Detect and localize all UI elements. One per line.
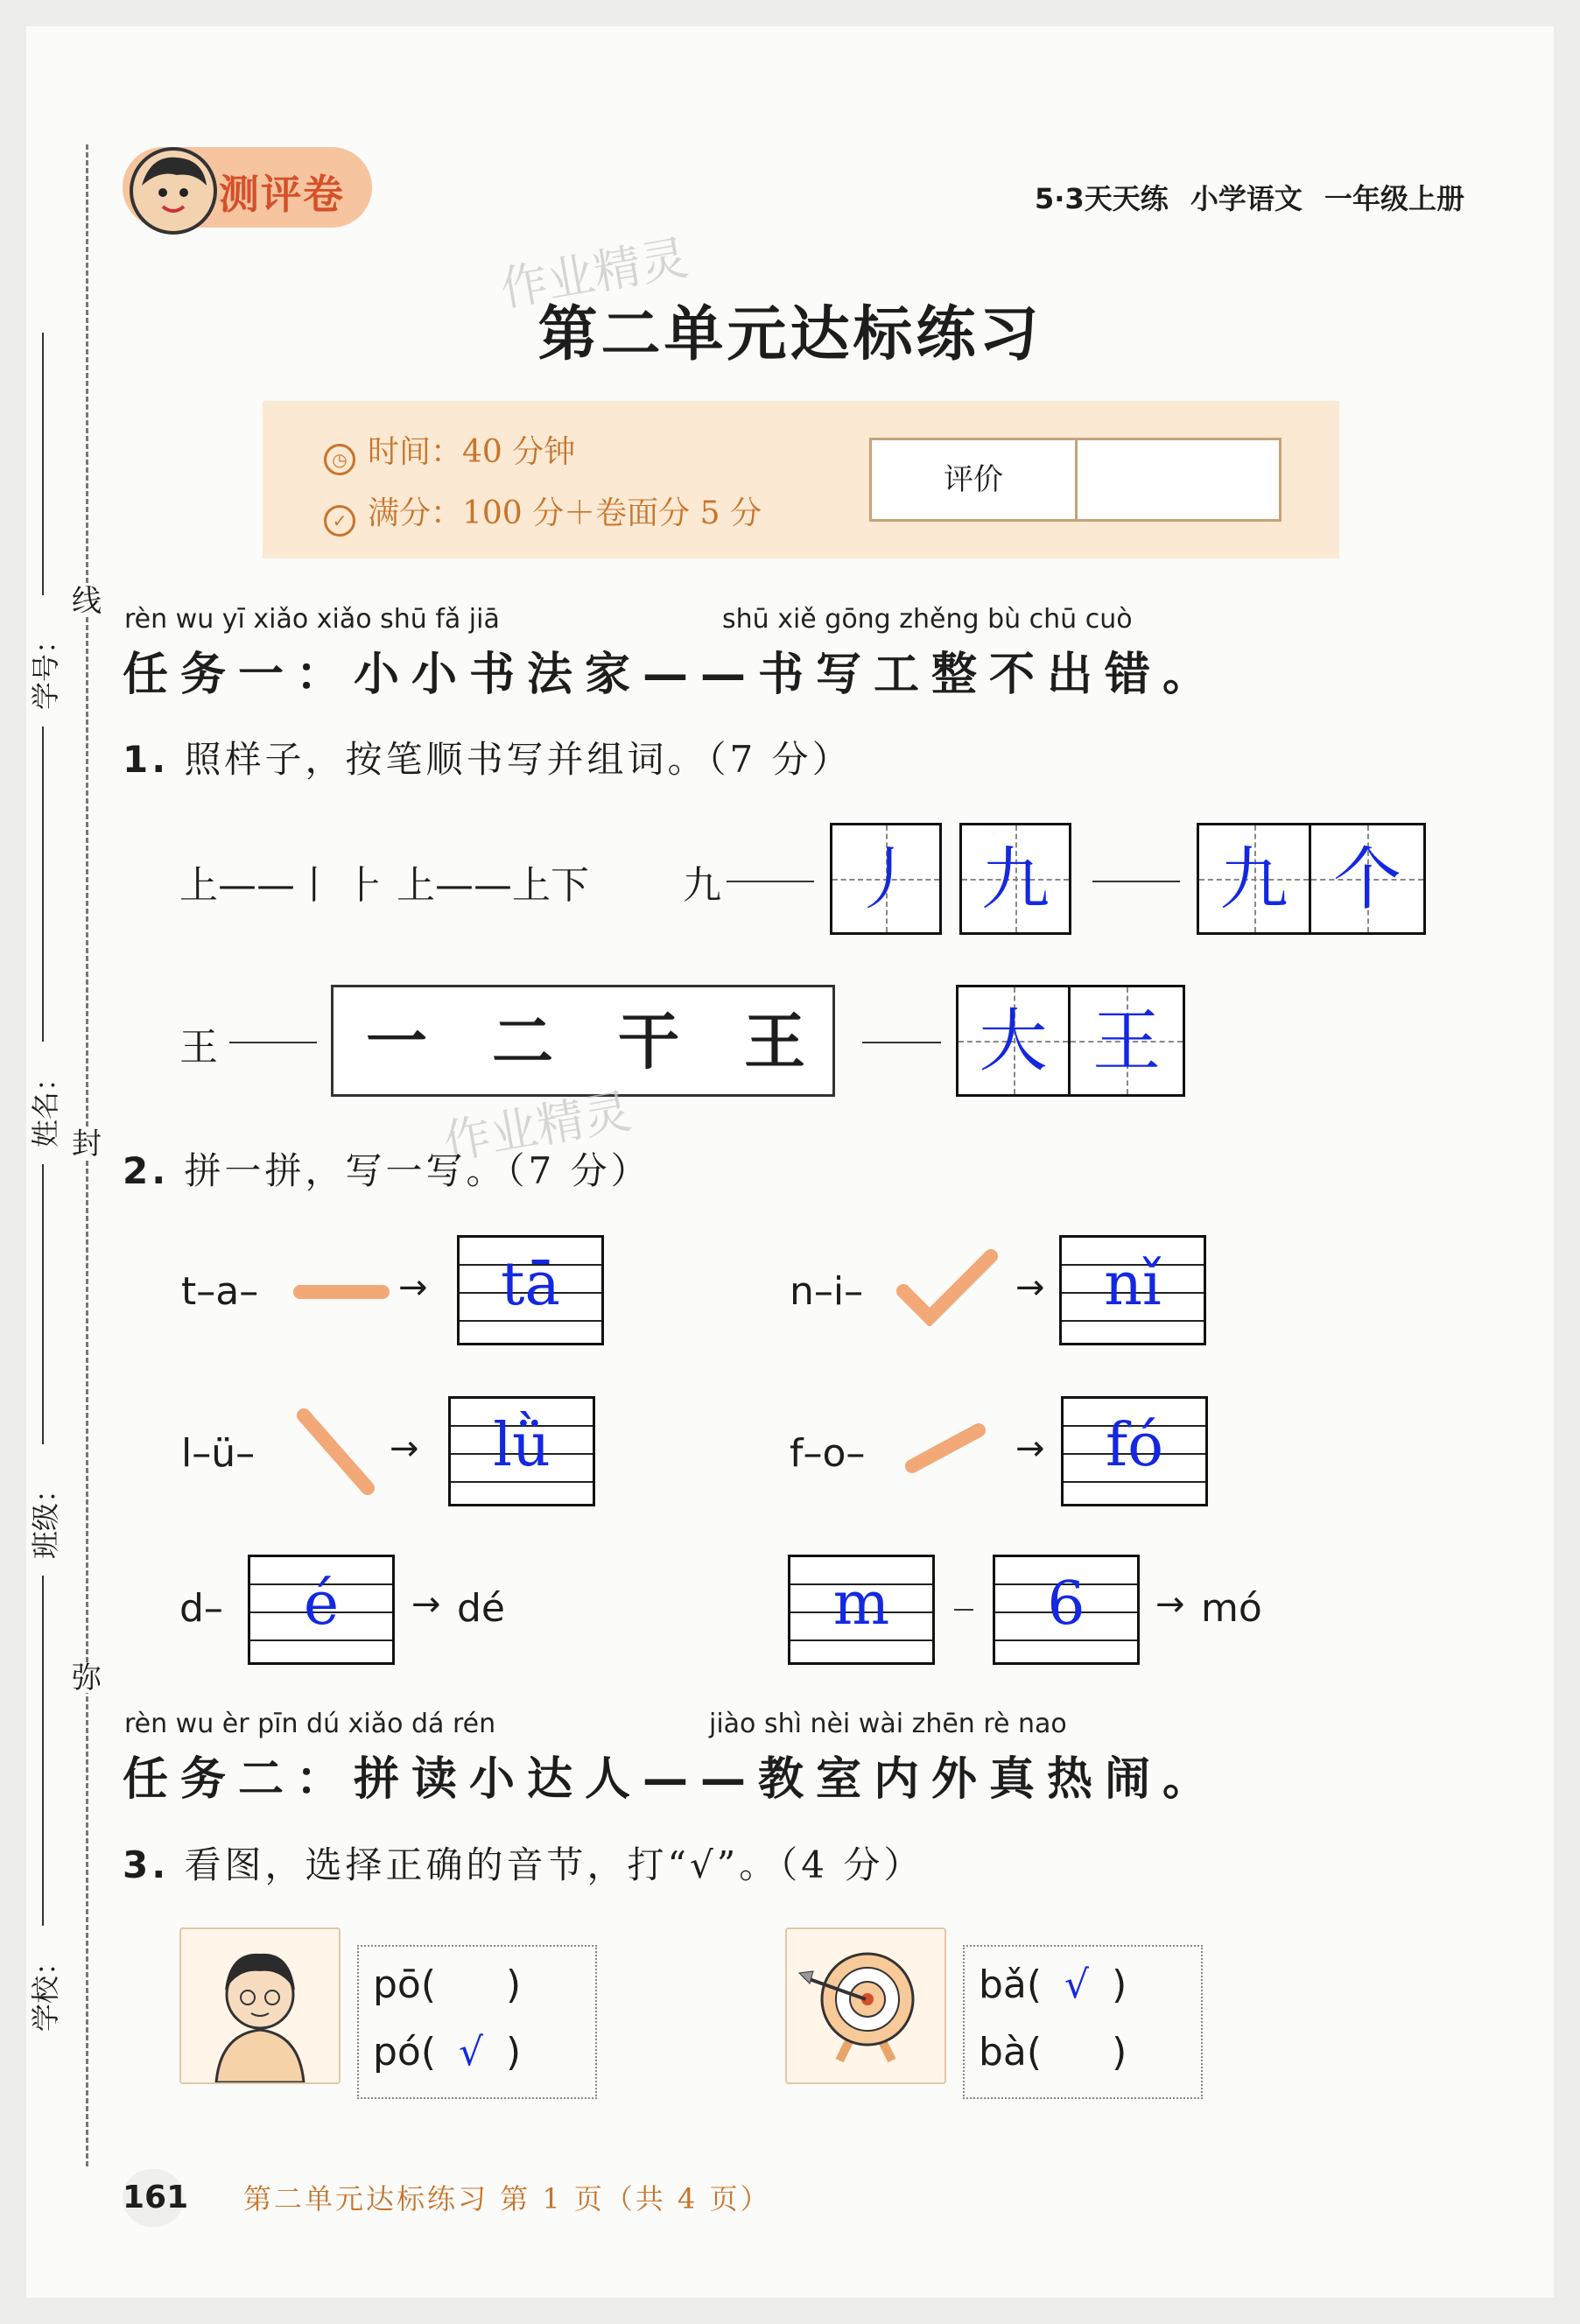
connector-line [1092,881,1180,882]
four-line-box[interactable]: nǐ [1059,1235,1206,1345]
class-line [42,1164,44,1444]
q1-char-wang: 王 [179,1025,218,1070]
page-title: 第二单元达标练习 [537,299,1043,369]
arrow-icon: → [398,1267,428,1308]
school-line [42,1576,44,1926]
option-ba4[interactable]: bà( ) [979,2030,1127,2075]
arrow-icon: → [411,1584,441,1625]
left-options-box [357,1945,597,2099]
task1-pinyin-left: rèn wu yī xiǎo xiǎo shū fǎ jiā [124,604,500,635]
q2-text: 2. 拼一拼，写一写。（7 分） [123,1149,651,1192]
page-number: 161 [123,2169,184,2227]
evaluation-label: 评价 [872,440,1078,519]
arrow-icon: → [1015,1429,1045,1469]
target-picture [785,1927,946,2084]
pinyin-parts: n–i– [790,1269,864,1314]
stroke-hint-icon [293,1405,381,1501]
task1-heading: 任务一：小小书法家——书写工整不出错。 [123,649,1221,701]
four-line-box[interactable]: fó [1061,1396,1208,1506]
word-box[interactable]: 九 个 [1197,823,1426,935]
task2-pinyin-left: rèn wu èr pīn dú xiǎo dá rén [124,1709,496,1739]
pinyin-parts: f–o– [790,1431,866,1476]
clock-icon: ◷ [324,444,355,475]
tianzige-box[interactable]: 九 [959,823,1071,935]
school-field[interactable]: 学校： [29,1948,62,2033]
stroke-hint-icon [902,1418,989,1479]
grandma-picture [179,1927,341,2084]
evaluation-box[interactable] [869,438,1282,522]
name-field[interactable]: 姓名： [29,1064,62,1148]
q3-text: 3. 看图，选择正确的音节，打“√”。（4 分） [123,1843,924,1886]
stroke-hint-icon [895,1247,1000,1326]
boy-mascot-icon [130,147,217,235]
connector-line [954,1609,973,1611]
binding-word-mi: 弥 [72,1661,102,1696]
four-line-box[interactable]: tā [457,1235,604,1345]
pinyin-initial-d: d– [179,1586,223,1631]
student-id-line [42,333,44,595]
option-ba3[interactable]: bǎ( √ ) [979,1962,1127,2007]
q1-char-jiu: 九 [683,863,721,908]
four-line-box[interactable]: lǜ [448,1396,595,1506]
arrow-icon: → [390,1429,419,1469]
watermark-text: 作业精灵 [439,1083,636,1171]
stroke-hint-icon [293,1285,390,1299]
task2-heading: 任务二：拼读小达人——教室内外真热闹。 [123,1753,1221,1806]
footer-text: 第二单元达标练习 第 1 页（共 4 页） [243,2182,771,2215]
pinyin-result-mo: mó [1201,1586,1262,1631]
word-box[interactable]: 大 王 [956,985,1185,1097]
student-id-field[interactable]: 学号： [29,626,62,711]
task1-pinyin-right: shū xiě gōng zhěng bù chū cuò [722,604,1133,635]
connector-line [229,1042,317,1043]
arrow-icon: → [1015,1267,1045,1308]
binding-word-feng: 封 [72,1127,102,1162]
class-field[interactable]: 班级： [29,1475,62,1560]
binding-word-xian: 线 [72,584,102,619]
connector-line [727,881,814,882]
option-po2[interactable]: pó( √ ) [373,2030,522,2075]
four-line-box[interactable]: 6 [993,1555,1140,1665]
stroke-order-box[interactable]: 一 二 干 王 [331,985,835,1097]
pinyin-result-de: dé [457,1586,505,1631]
task2-pinyin-right: jiào shì nèi wài zhēn rè nao [709,1709,1067,1739]
four-line-box[interactable]: m [788,1555,935,1665]
pinyin-parts: l–ü– [181,1431,256,1476]
arrow-icon: → [1155,1584,1185,1625]
time-row: ◷ 时间：40 分钟 [324,427,575,475]
watermark-text: 作业精灵 [495,229,692,318]
right-options-box [963,1945,1203,2099]
connector-line [862,1042,941,1043]
q1-example: 上——丨 ⺊ 上——上下 [179,863,589,908]
test-badge-label: 测评卷 [219,171,345,218]
four-line-box[interactable]: é [248,1555,395,1665]
tianzige-box[interactable]: 丿 [830,823,942,935]
name-line [42,727,44,1042]
option-po1[interactable]: pō( ) [373,1962,522,2007]
info-box [263,401,1339,558]
score-row: ✓ 满分：100 分＋卷面分 5 分 [324,488,762,537]
check-circle-icon: ✓ [324,505,355,537]
q1-text: 1. 照样子，按笔顺书写并组词。（7 分） [123,738,853,781]
pinyin-parts: t–a– [181,1269,259,1314]
book-info: 5·3天天练 小学语文 一年级上册 [1035,182,1464,215]
